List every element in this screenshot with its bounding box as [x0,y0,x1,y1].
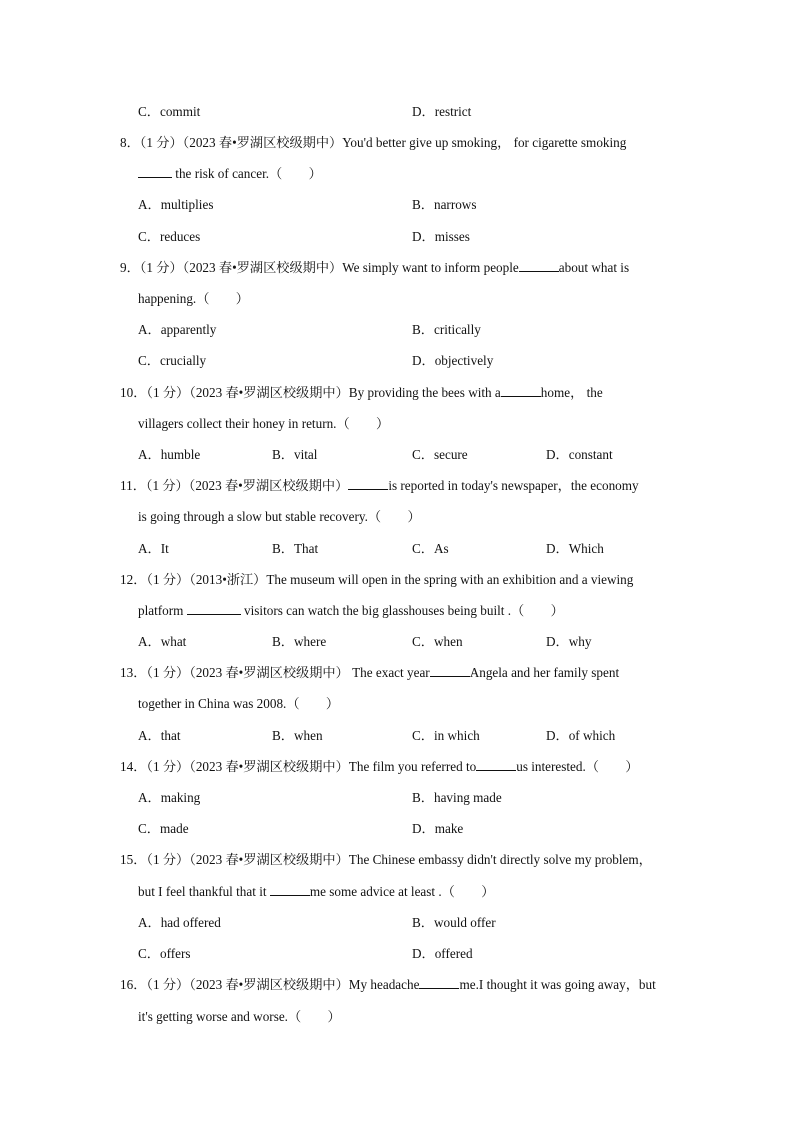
q15-option-b: B．would offer [412,915,496,930]
q16-stem-text-b: me.I thought it was going away，but [459,977,656,992]
q11-option-a: A．It [138,541,169,556]
q12-stem-line2 [138,602,564,620]
q11-option-b: B．That [272,541,319,556]
q11-option-c: C．As [412,541,449,556]
q7-option-d: D．restrict [412,104,472,119]
q14-blank [476,758,516,771]
q11-stem-text-a: 11．（1 分）（2023 春•罗湖区校级期中） [120,478,349,493]
q7-option-c: C．commit [138,104,201,119]
q14-stem-text-b: us interested.（ ） [516,759,639,774]
q10-option-a: A．humble [138,447,201,462]
q9-option-d: D．objectively [412,353,494,368]
q13-stem-text-a: 13．（1 分）（2023 春•罗湖区校级期中） The exact year [120,665,430,680]
q15-stem-line2 [138,883,494,901]
q13-option-d: D．of which [546,728,616,743]
q14-option-d: D．make [412,821,464,836]
q8-option-b: B．narrows [412,197,477,212]
q13-stem-line2: together in China was 2008.（ ） [138,696,340,711]
q11-option-d: D．Which [546,541,604,556]
q8-blank [138,165,172,178]
q16-stem-line2: it's getting worse and worse.（ ） [138,1009,341,1024]
q10-stem-text-b: home， the [540,385,603,400]
q9-option-a: A．apparently [138,322,217,337]
q14-option-a: A．making [138,790,201,805]
q12-stem-text-b: visitors can watch the big glasshouses being built .（ ） [244,603,564,618]
q15-blank [270,883,310,896]
q12-blank [187,602,241,615]
q10-stem-line2: villagers collect their honey in return.（ ） [138,416,390,431]
q10-stem-text-a: 10．（1 分）（2023 春•罗湖区校级期中）By providing the bees with a [120,385,501,400]
q8-option-a: A．multiplies [138,197,214,212]
q13-stem-line1 [120,664,619,682]
q9-option-b: B．critically [412,322,481,337]
q9-stem-line1 [120,259,629,277]
q16-blank [419,976,459,989]
q16-stem-text-a: 16．（1 分）（2023 春•罗湖区校级期中）My headache [120,977,420,992]
q13-blank [430,664,470,677]
q10-blank [501,384,541,397]
q9-stem-text-a: 9．（1 分）（2023 春•罗湖区校级期中）We simply want to inform people [120,260,519,275]
q11-stem-line1 [120,477,639,495]
q15-option-c: C．offers [138,946,191,961]
q15-stem-line1: 15．（1 分）（2023 春•罗湖区校级期中）The Chinese embassy didn't directly solve my problem， [120,852,652,867]
q15-stem-text-b: me some advice at least .（ ） [309,884,495,899]
q12-option-a: A．what [138,634,187,649]
q12-stem-text-a: platform [138,603,184,618]
q13-option-a: A．that [138,728,181,743]
q11-stem-line2: is going through a slow but stable recovery.（ ） [138,509,421,524]
q15-stem-text-a: but I feel thankful that it [138,884,267,899]
q8-stem-line2 [138,165,322,183]
q8-stem-text: the risk of cancer.（ ） [175,166,322,181]
q14-stem-text-a: 14．（1 分）（2023 春•罗湖区校级期中）The film you referred to [120,759,477,774]
q15-option-a: A．had offered [138,915,221,930]
q16-stem-line1 [120,976,656,994]
q10-option-b: B．vital [272,447,318,462]
q13-stem-text-b: Angela and her family spent [469,665,620,680]
q9-blank [519,259,559,272]
q12-option-d: D．why [546,634,592,649]
q11-stem-text-b: is reported in today's newspaper，the economy [388,478,639,493]
q12-option-c: C．when [412,634,463,649]
q14-option-c: C．made [138,821,189,836]
q9-option-c: C．crucially [138,353,207,368]
q8-stem-line1: 8．（1 分）（2023 春•罗湖区校级期中）You'd better give up smoking， for cigarette smoking [120,135,627,150]
q8-option-c: C．reduces [138,229,201,244]
q13-option-b: B．when [272,728,323,743]
q13-option-c: C．in which [412,728,480,743]
q8-option-d: D．misses [412,229,470,244]
q9-stem-line2: happening.（ ） [138,291,249,306]
q9-stem-text-b: about what is [558,260,630,275]
q10-stem-line1 [120,384,603,402]
q10-option-d: D．constant [546,447,613,462]
q10-option-c: C．secure [412,447,468,462]
q14-option-b: B．having made [412,790,502,805]
q11-blank [348,477,388,490]
q12-stem-line1: 12．（1 分）（2013•浙江）The museum will open in the spring with an exhibition and a viewing [120,572,634,587]
q14-stem-line1 [120,758,639,776]
q15-option-d: D．offered [412,946,473,961]
q12-option-b: B．where [272,634,327,649]
